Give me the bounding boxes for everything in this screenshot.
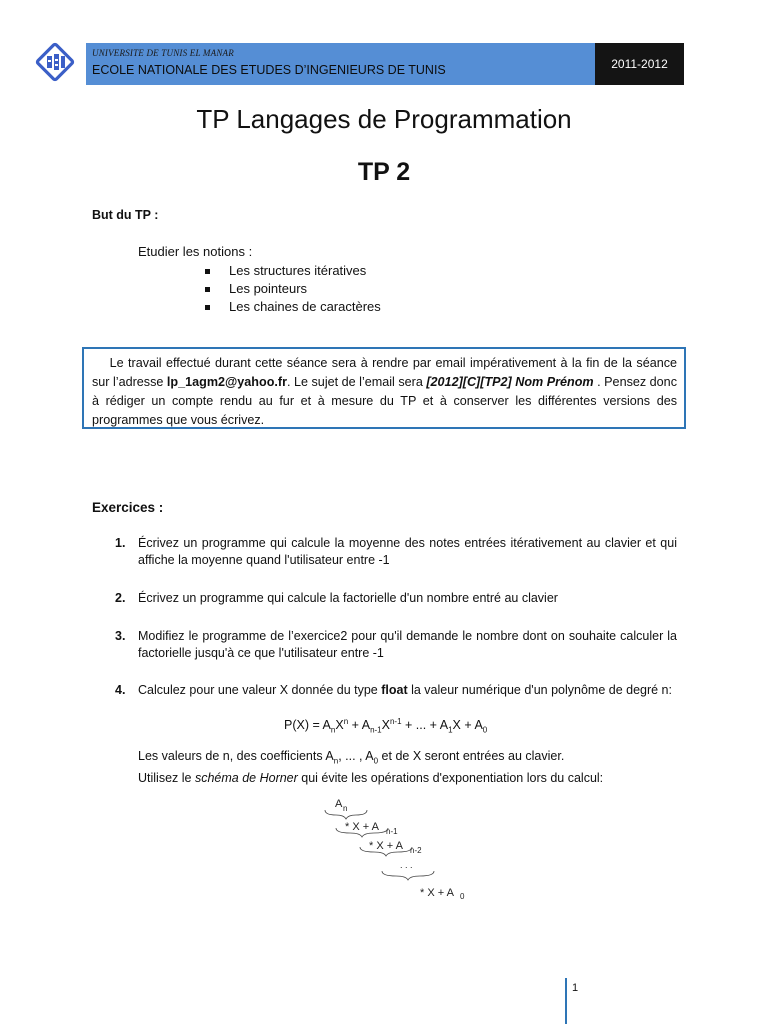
enit-logo-icon: [33, 42, 77, 82]
submission-notice: Le travail effectué durant cette séance sera à rendre par email impérativement à la fin de la séance sur l’adresse lp_1agm2@yahoo.fr. Le sujet de l’email sera [2012][C][TP2] Nom Prénom . Pensez donc à rédiger un compte rendu au fur et à mesure du TP et à conserver les différentes versions des programmes que vous écrivez.: [82, 347, 686, 429]
list-item: Les structures itératives: [205, 262, 381, 280]
tp-number: TP 2: [357, 158, 411, 186]
horner-line: * X + A: [420, 887, 454, 899]
school-name: ECOLE NATIONALE DES ETUDES D’INGENIEURS DE TUNIS: [92, 63, 446, 77]
university-name: UNIVERSITE DE TUNIS EL MANAR: [92, 48, 234, 58]
square-bullet-icon: [205, 287, 210, 292]
polynomial-formula: $P(X) = A_nX^n + A_{n-1}X^{n-1}$ + ... + $A_1X + A_0$: [284, 717, 488, 735]
submission-email: lp_1agm2@yahoo.fr: [166, 375, 287, 389]
exercise-item: 2. Écrivez un programme qui calcule la factorielle d'un nombre entré au clavier: [115, 591, 558, 605]
horner-dots: . . .: [400, 860, 413, 870]
horner-line: * X + A: [369, 840, 403, 852]
exercise-item: 3. Modifiez le programme de l’exercice2 pour qu'il demande le nombre dont on souhaite calculer la factorielle jusqu'à ce que l'utilisateur entre -1: [115, 629, 677, 660]
horner-term: schéma de Horner: [194, 770, 298, 785]
square-bullet-icon: [205, 269, 210, 274]
float-keyword: float: [381, 683, 408, 697]
square-bullet-icon: [205, 305, 210, 310]
email-subject: [2012][C][TP2] Nom Prénom: [426, 375, 594, 389]
list-item: Les chaines de caractères: [205, 298, 381, 316]
study-intro: Etudier les notions :: [138, 244, 253, 259]
academic-year: 2011-2012: [595, 43, 684, 85]
page-number-rule: [565, 978, 567, 1024]
horner-line: * X + A: [345, 821, 379, 833]
svg-text:0: 0: [460, 892, 465, 901]
svg-text:n-2: n-2: [410, 846, 422, 855]
horner-scheme-diagram: [310, 795, 480, 905]
exercise-item: 4. Calculez pour une valeur X donnée du type float la valeur numérique d'un polynôme de degré n:: [115, 683, 672, 697]
exercises-heading: Exercices :: [92, 500, 164, 515]
values-note: Les valeurs de n, des coefficients $A_n$, ... , $A_0$ et de X seront entrées au clavier. Utilisez le schéma de Horner qui évite les opérations d'exponentiation lors du calcul:: [138, 749, 604, 785]
svg-text:n: n: [343, 804, 348, 813]
document-title: TP Langages de Programmation: [196, 104, 572, 134]
svg-text:n-1: n-1: [386, 827, 398, 836]
exercise-item: 1. Écrivez un programme qui calcule la moyenne des notes entrées itérativement au clavier et qui affiche la moyenne quand l'utilisateur entre -1: [115, 536, 677, 567]
list-item: Les pointeurs: [205, 280, 381, 298]
horner-an: A: [335, 798, 343, 810]
notions-list: [205, 262, 381, 316]
goal-label: But du TP :: [92, 208, 159, 222]
page-number: 1: [572, 982, 579, 994]
